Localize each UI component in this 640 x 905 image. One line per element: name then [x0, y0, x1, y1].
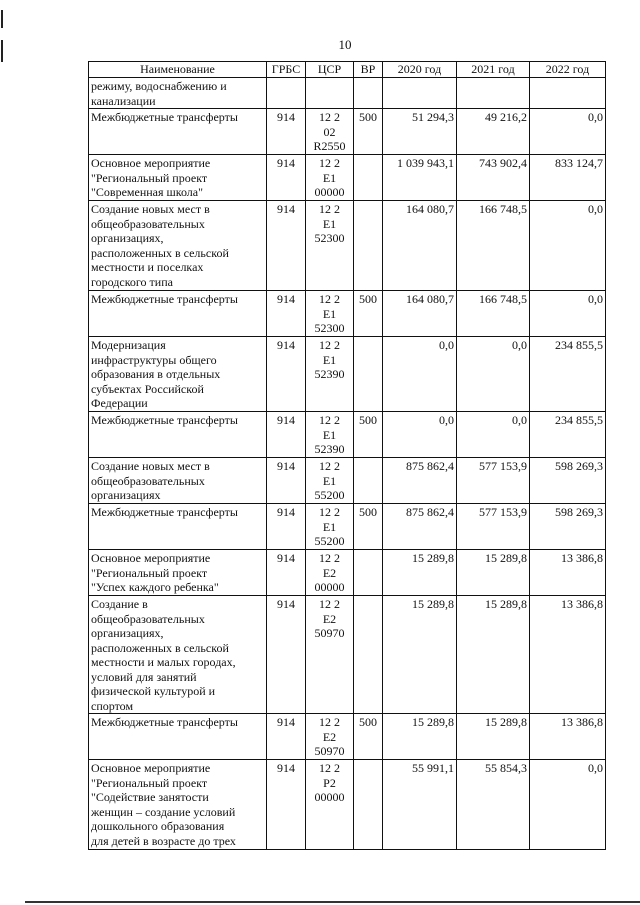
value-2022-cell [530, 109, 606, 155]
cell-value: 500 [359, 715, 377, 729]
column-header: 2020 год [383, 62, 457, 78]
cell-line: дошкольного образования [91, 819, 225, 833]
cell-line: спортом [91, 698, 134, 713]
cell-line: "Региональный проект [91, 565, 208, 580]
cell-value: 49 216,2 [485, 110, 527, 124]
cell-line: Межбюджетные трансферты [91, 110, 238, 124]
cell-value: 914 [277, 715, 295, 729]
cell-line: инфраструктуры общего [91, 352, 217, 367]
cell-line: 00000 [314, 580, 345, 594]
grbs-cell [267, 760, 306, 850]
name-cell [89, 596, 267, 714]
cell-value: 0,0 [588, 292, 603, 306]
value-2022-cell [530, 596, 606, 714]
grbs-cell [267, 78, 306, 109]
cell-line: 12 2 [319, 761, 340, 775]
value-2022-cell [530, 78, 606, 109]
cell-line: 12 2 [319, 505, 340, 519]
grbs-cell [267, 596, 306, 714]
value-2020-cell [383, 596, 457, 714]
cell-line: 12 2 [319, 551, 340, 565]
value-2022-cell [530, 412, 606, 458]
cell-value: 743 902,4 [479, 156, 527, 170]
vr-cell [354, 109, 383, 155]
cell-line: 55200 [314, 534, 345, 548]
cell-value: 0,0 [588, 761, 603, 775]
name-cell [89, 412, 267, 458]
cell-line: местности и малых городах, [91, 655, 236, 669]
vr-cell [354, 458, 383, 504]
name-cell [89, 201, 267, 291]
value-2020-cell [383, 155, 457, 201]
table-row [89, 109, 606, 155]
value-2021-cell [457, 504, 530, 550]
cell-value: 914 [277, 292, 295, 306]
cell-line: организациях, [91, 231, 164, 245]
cell-value: 55 991,1 [412, 761, 454, 775]
cell-value: 166 748,5 [479, 202, 527, 216]
csr-cell [306, 714, 354, 760]
cell-line: E1 [322, 352, 337, 367]
cell-value: 13 386,8 [561, 597, 603, 611]
cell-line: женщин – создание условий [91, 804, 236, 819]
csr-cell [306, 760, 354, 850]
cell-line: 55200 [314, 488, 345, 502]
csr-cell [306, 504, 354, 550]
cell-value: 914 [277, 597, 295, 611]
cell-value: 15 289,8 [485, 597, 527, 611]
value-2020-cell [383, 714, 457, 760]
cell-line: E2 [322, 729, 337, 744]
name-cell [89, 337, 267, 412]
cell-value: 833 124,7 [555, 156, 603, 170]
cell-value: 0,0 [512, 413, 527, 427]
grbs-cell [267, 504, 306, 550]
value-2021-cell [457, 596, 530, 714]
csr-cell [306, 550, 354, 596]
csr-cell [306, 412, 354, 458]
csr-cell [306, 78, 354, 109]
cell-line: 12 2 [319, 338, 340, 352]
table-row [89, 714, 606, 760]
value-2022-cell [530, 504, 606, 550]
cell-line: 12 2 [319, 459, 340, 473]
value-2022-cell [530, 458, 606, 504]
column-header: Наименование [89, 62, 267, 78]
name-cell [89, 291, 267, 337]
cell-value: 0,0 [588, 202, 603, 216]
cell-line: образования в отдельных [91, 367, 221, 381]
cell-value: 166 748,5 [479, 292, 527, 306]
cell-line: 00000 [314, 185, 345, 199]
cell-line: P2 [323, 775, 336, 790]
cell-value: 914 [277, 202, 295, 216]
cell-value: 0,0 [439, 413, 454, 427]
value-2021-cell [457, 291, 530, 337]
value-2020-cell [383, 109, 457, 155]
value-2022-cell [530, 291, 606, 337]
cell-line: Создание новых мест в [91, 202, 210, 216]
cell-value: 234 855,5 [555, 338, 603, 352]
cell-line: общеобразовательных [91, 611, 205, 626]
cell-line: Межбюджетные трансферты [91, 413, 238, 427]
value-2021-cell [457, 714, 530, 760]
column-header: 2021 год [457, 62, 530, 78]
column-header: ЦСР [306, 62, 354, 78]
vr-cell [354, 504, 383, 550]
cell-value: 914 [277, 459, 295, 473]
vr-cell [354, 550, 383, 596]
column-header: 2022 год [530, 62, 606, 78]
cell-line: Межбюджетные трансферты [91, 292, 238, 306]
cell-line: Федерации [91, 396, 148, 410]
cell-value: 598 269,3 [555, 505, 603, 519]
cell-line: Модернизация [91, 338, 166, 352]
vr-cell [354, 412, 383, 458]
cell-line: E1 [322, 427, 337, 442]
table-row [89, 78, 606, 109]
value-2020-cell [383, 760, 457, 850]
value-2022-cell [530, 714, 606, 760]
cell-value: 164 080,7 [406, 202, 454, 216]
cell-line: Основное мероприятие [91, 551, 211, 565]
cell-value: 234 855,5 [555, 413, 603, 427]
cell-line: расположенных в сельской [91, 245, 229, 260]
cell-line: E1 [322, 170, 337, 185]
cell-line: местности и поселках [91, 260, 204, 274]
cell-line: 12 2 [319, 413, 340, 427]
cell-line: Основное мероприятие [91, 156, 211, 170]
cell-value: 13 386,8 [561, 715, 603, 729]
cell-line: городского типа [91, 274, 173, 289]
column-header: ВР [354, 62, 383, 78]
cell-line: режиму, водоснабжению и [91, 79, 227, 93]
value-2020-cell [383, 412, 457, 458]
grbs-cell [267, 155, 306, 201]
cell-line: организациях, [91, 626, 164, 640]
value-2020-cell [383, 504, 457, 550]
table-row [89, 760, 606, 850]
grbs-cell [267, 550, 306, 596]
cell-line: Создание новых мест в [91, 459, 210, 473]
cell-value: 875 862,4 [406, 459, 454, 473]
cell-line: 52300 [314, 231, 345, 245]
value-2021-cell [457, 109, 530, 155]
cell-value: 0,0 [439, 338, 454, 352]
vr-cell [354, 291, 383, 337]
cell-line: 12 2 [319, 156, 340, 170]
cell-value: 164 080,7 [406, 292, 454, 306]
cell-line: 12 2 [319, 292, 340, 306]
name-cell [89, 714, 267, 760]
cell-value: 914 [277, 505, 295, 519]
grbs-cell [267, 291, 306, 337]
cell-value: 1 039 943,1 [397, 156, 454, 170]
cell-line: Межбюджетные трансферты [91, 715, 238, 729]
csr-cell [306, 201, 354, 291]
value-2020-cell [383, 291, 457, 337]
value-2020-cell [383, 201, 457, 291]
vr-cell [354, 155, 383, 201]
table-row [89, 291, 606, 337]
table-row [89, 155, 606, 201]
vr-cell [354, 714, 383, 760]
cell-line: 12 2 [319, 715, 340, 729]
value-2021-cell [457, 760, 530, 850]
cell-value: 500 [359, 505, 377, 519]
value-2021-cell [457, 337, 530, 412]
cell-value: 914 [277, 156, 295, 170]
cell-line: условий для занятий [91, 669, 197, 684]
name-cell [89, 760, 267, 850]
table-row [89, 550, 606, 596]
cell-value: 15 289,8 [485, 715, 527, 729]
page-number: 10 [338, 37, 352, 52]
cell-line: 50970 [314, 626, 345, 640]
cell-line: "Успех каждого ребенка" [91, 580, 219, 594]
cell-line: E1 [322, 473, 337, 488]
cell-value: 15 289,8 [412, 551, 454, 565]
csr-cell [306, 337, 354, 412]
csr-cell [306, 155, 354, 201]
cell-value: 55 854,3 [485, 761, 527, 775]
vr-cell [354, 337, 383, 412]
cell-line: "Современная школа" [91, 185, 204, 199]
cell-line: 02 [323, 124, 336, 139]
cell-value: 13 386,8 [561, 551, 603, 565]
vr-cell [354, 596, 383, 714]
column-header: ГРБС [267, 62, 306, 78]
cell-value: 914 [277, 551, 295, 565]
value-2022-cell [530, 760, 606, 850]
value-2022-cell [530, 337, 606, 412]
scan-bottom-edge [25, 901, 640, 903]
table-row [89, 412, 606, 458]
grbs-cell [267, 337, 306, 412]
grbs-cell [267, 201, 306, 291]
cell-line: 52390 [314, 442, 345, 456]
value-2021-cell [457, 458, 530, 504]
cell-line: Основное мероприятие [91, 761, 211, 775]
cell-value: 0,0 [588, 110, 603, 124]
name-cell [89, 458, 267, 504]
cell-line: E1 [322, 216, 337, 231]
cell-line: 00000 [314, 790, 345, 804]
name-cell [89, 155, 267, 201]
value-2021-cell [457, 78, 530, 109]
cell-value: 500 [359, 413, 377, 427]
cell-line: организациях [91, 488, 161, 502]
name-cell [89, 109, 267, 155]
cell-line: 50970 [314, 744, 345, 758]
value-2022-cell [530, 550, 606, 596]
cell-value: 0,0 [512, 338, 527, 352]
cell-line: 12 2 [319, 202, 340, 216]
cell-value: 577 153,9 [479, 459, 527, 473]
cell-line: R2550 [313, 139, 346, 153]
vr-cell [354, 201, 383, 291]
cell-line: общеобразовательных [91, 473, 205, 488]
cell-line: расположенных в сельской [91, 640, 229, 655]
cell-value: 577 153,9 [479, 505, 527, 519]
value-2020-cell [383, 458, 457, 504]
cell-line: 52390 [314, 367, 345, 381]
table-row [89, 201, 606, 291]
cell-value: 914 [277, 110, 295, 124]
value-2022-cell [530, 155, 606, 201]
grbs-cell [267, 109, 306, 155]
value-2021-cell [457, 412, 530, 458]
cell-line: E1 [322, 519, 337, 534]
cell-value: 51 294,3 [412, 110, 454, 124]
cell-line: "Содействие занятости [91, 790, 209, 804]
cell-value: 15 289,8 [485, 551, 527, 565]
grbs-cell [267, 412, 306, 458]
value-2020-cell [383, 550, 457, 596]
cell-value: 500 [359, 110, 377, 124]
csr-cell [306, 109, 354, 155]
value-2021-cell [457, 155, 530, 201]
name-cell [89, 78, 267, 109]
csr-cell [306, 291, 354, 337]
cell-value: 598 269,3 [555, 459, 603, 473]
name-cell [89, 550, 267, 596]
scan-edge-mark-top [1, 10, 3, 28]
cell-line: Межбюджетные трансферты [91, 505, 238, 519]
cell-line: "Региональный проект [91, 170, 208, 185]
cell-line: 12 2 [319, 110, 340, 124]
table-row [89, 504, 606, 550]
table-row [89, 337, 606, 412]
table-row [89, 458, 606, 504]
cell-line: для детей в возрасте до трех [91, 833, 236, 848]
cell-value: 914 [277, 413, 295, 427]
csr-cell [306, 596, 354, 714]
csr-cell [306, 458, 354, 504]
cell-line: 12 2 [319, 597, 340, 611]
cell-line: E1 [322, 306, 337, 321]
cell-value: 875 862,4 [406, 505, 454, 519]
value-2020-cell [383, 78, 457, 109]
vr-cell [354, 760, 383, 850]
table-row [89, 596, 606, 714]
cell-value: 500 [359, 292, 377, 306]
cell-line: "Региональный проект [91, 775, 208, 790]
budget-table [88, 61, 606, 850]
table-header-row [89, 62, 606, 78]
value-2022-cell [530, 201, 606, 291]
cell-value: 15 289,8 [412, 715, 454, 729]
cell-line: 52300 [314, 321, 345, 335]
cell-line: E2 [322, 565, 337, 580]
cell-line: канализации [91, 93, 156, 108]
value-2021-cell [457, 201, 530, 291]
value-2020-cell [383, 337, 457, 412]
grbs-cell [267, 458, 306, 504]
cell-value: 15 289,8 [412, 597, 454, 611]
name-cell [89, 504, 267, 550]
cell-value: 914 [277, 761, 295, 775]
grbs-cell [267, 714, 306, 760]
cell-value: 914 [277, 338, 295, 352]
cell-line: физической культурой и [91, 684, 216, 698]
cell-line: E2 [322, 611, 337, 626]
table-body [89, 78, 606, 850]
cell-line: Создание в [91, 597, 148, 611]
cell-line: общеобразовательных [91, 216, 205, 231]
value-2021-cell [457, 550, 530, 596]
vr-cell [354, 78, 383, 109]
cell-line: субъектах Российской [91, 381, 204, 396]
